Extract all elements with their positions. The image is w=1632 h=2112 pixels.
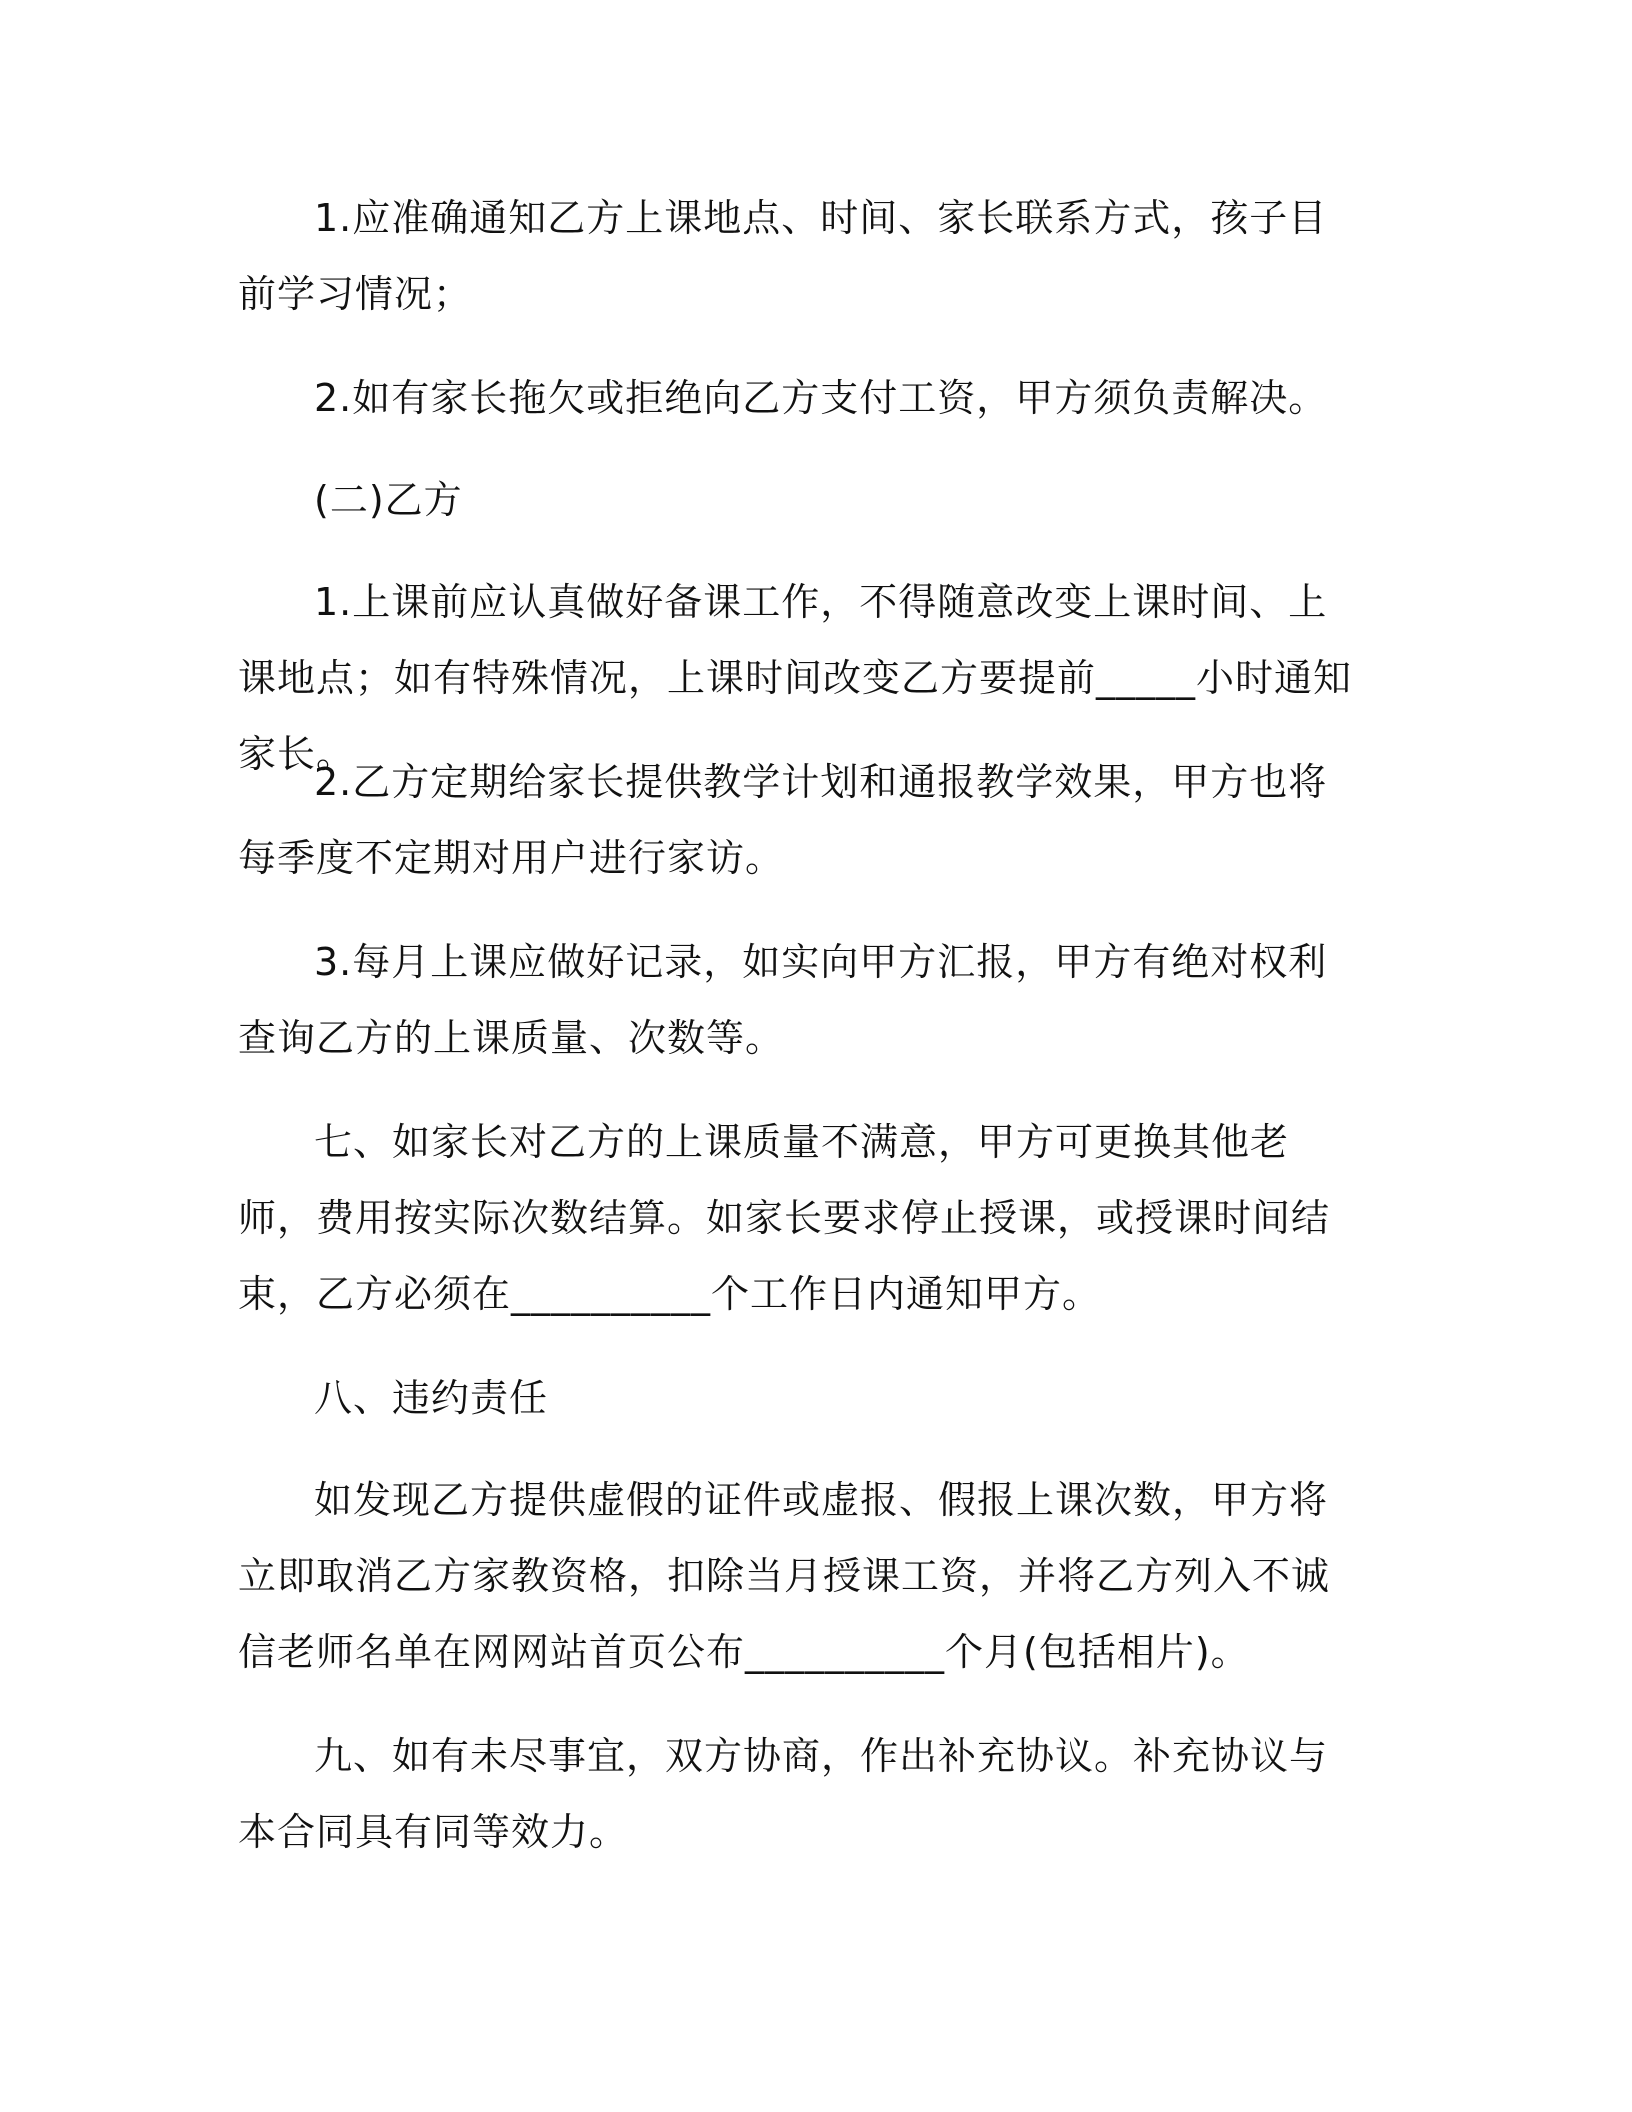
paragraph-3: 1.上课前应认真做好备课工作，不得随意改变上课时间、上课地点；如有特殊情况，上课时间改变乙方要提前_____小时通知家长。	[238, 580, 1353, 776]
section-heading-party-b: (二)乙方	[314, 478, 463, 522]
paragraph-5: 3.每月上课应做好记录，如实向甲方汇报，甲方有绝对权利查询乙方的上课质量、次数等。	[238, 940, 1328, 1060]
paragraph-1: 1.应准确通知乙方上课地点、时间、家长联系方式，孩子目前学习情况；	[238, 196, 1328, 316]
section-7: 七、如家长对乙方的上课质量不满意，甲方可更换其他老师，费用按实际次数结算。如家长要求停止授课，或授课时间结束，乙方必须在__________个工作日内通知甲方。	[238, 1120, 1331, 1316]
section-9: 九、如有未尽事宜，双方协商，作出补充协议。补充协议与本合同具有同等效力。	[238, 1734, 1329, 1854]
paragraph-2: 2.如有家长拖欠或拒绝向乙方支付工资，甲方须负责解决。	[314, 376, 1328, 420]
paragraph-4: 2.乙方定期给家长提供教学计划和通报教学效果，甲方也将每季度不定期对用户进行家访。	[238, 760, 1328, 880]
paragraph-liability: 如发现乙方提供虚假的证件或虚报、假报上课次数，甲方将立即取消乙方家教资格，扣除当月授课工资，并将乙方列入不诚信老师名单在网网站首页公布__________个月(包括相片)。	[238, 1478, 1331, 1674]
section-heading-8: 八、违约责任	[314, 1376, 549, 1420]
